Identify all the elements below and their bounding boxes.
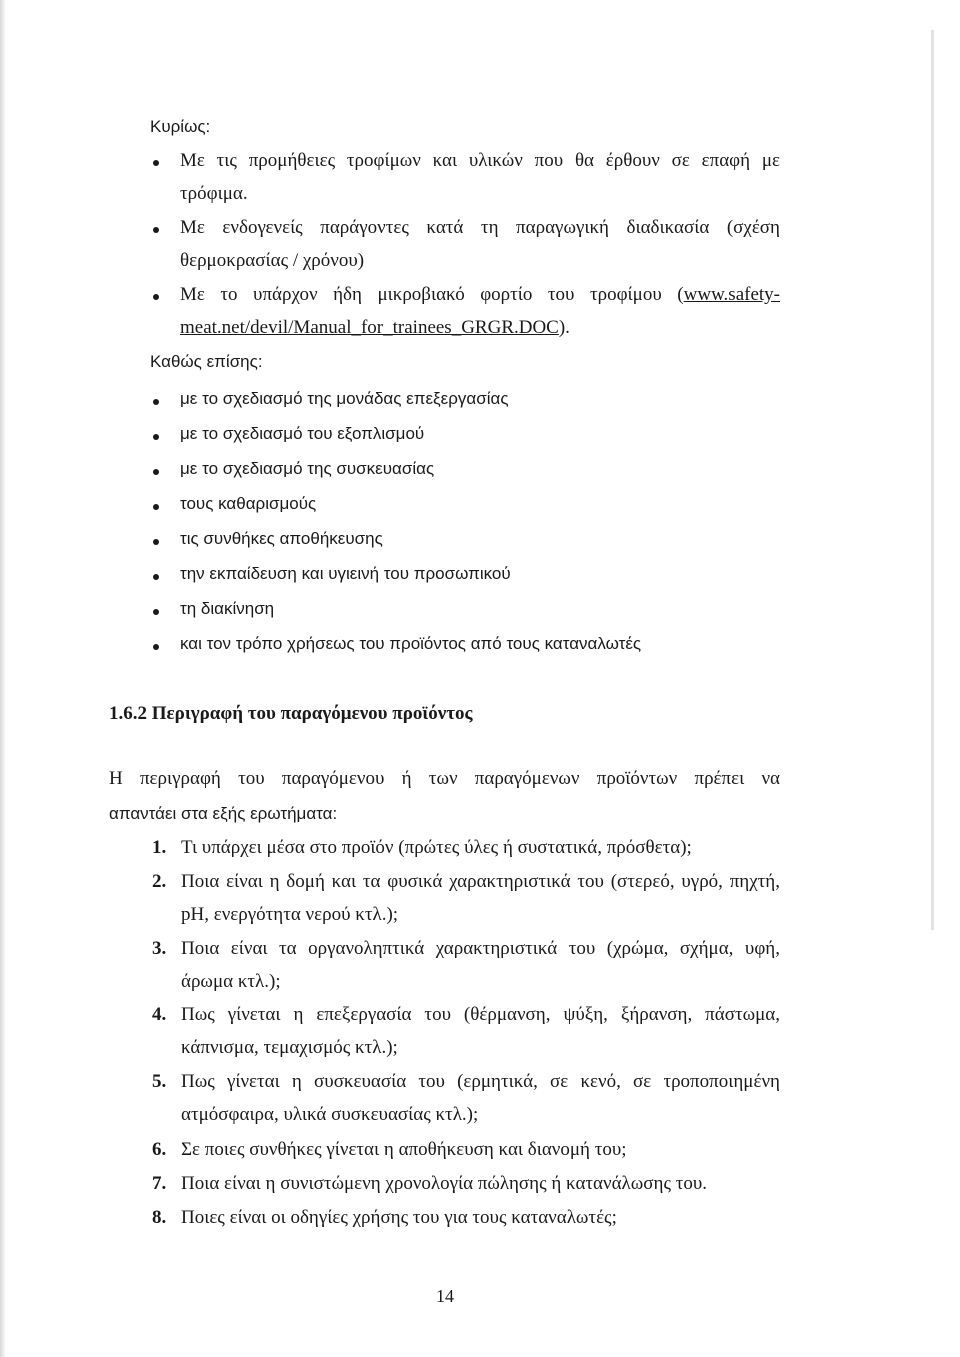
intro-item-1-line2: τρόφιμα. <box>180 183 248 204</box>
also-item: τη διακίνηση <box>180 599 275 618</box>
safety-link-part2[interactable]: meat.net/devil/Manual_for_trainees_GRGR.DOC <box>180 317 559 338</box>
question-text: Σε ποιες συνθήκες γίνεται η αποθήκευση και διανομή του; <box>181 1139 627 1160</box>
bullet-dot <box>153 294 159 300</box>
section-heading: 1.6.2 Περιγραφή του παραγόμενου προϊόντος <box>109 703 473 724</box>
question-number: 7. <box>152 1173 167 1194</box>
bullet-dot <box>153 609 159 615</box>
bullet-dot <box>153 399 159 405</box>
question-text-cont: κάπνισμα, τεμαχισμός κτλ.); <box>181 1037 398 1058</box>
also-item: με το σχεδιασμό του εξοπλισμού <box>180 424 425 443</box>
section-intro-line2: απαντάει στα εξής ερωτήματα: <box>109 804 338 823</box>
question-text: Πως γίνεται η επεξεργασία του (θέρμανση, ψύξη, ξήρανση, πάστωμα, <box>181 1004 780 1025</box>
also-item: την εκπαίδευση και υγιεινή του προσωπικού <box>180 564 511 583</box>
question-number: 5. <box>152 1071 167 1092</box>
intro-item-1-line1: Με τις προμήθειες τροφίμων και υλικών που θα έρθουν σε επαφή με <box>180 150 780 171</box>
safety-link-part1[interactable]: www.safety- <box>683 284 780 305</box>
page-number: 14 <box>436 1286 454 1306</box>
bullet-dot <box>153 574 159 580</box>
question-number: 1. <box>152 837 167 858</box>
question-text-cont: pH, ενεργότητα νερού κτλ.); <box>181 904 399 925</box>
also-item: τις συνθήκες αποθήκευσης <box>180 529 383 548</box>
bullet-dot <box>153 539 159 545</box>
scan-edge <box>0 0 6 1357</box>
also-label: Καθώς επίσης: <box>150 352 263 371</box>
also-item: με το σχεδιασμό της μονάδας επεξεργασίας <box>180 389 509 408</box>
question-number: 2. <box>152 871 167 892</box>
question-text-cont: άρωμα κτλ.); <box>181 971 281 992</box>
bullet-dot <box>153 160 159 166</box>
intro-item-3-line1 <box>180 284 780 306</box>
question-text: Ποια είναι τα οργανοληπτικά χαρακτηριστικά του (χρώμα, σχήμα, υφή, <box>181 938 780 959</box>
question-number: 3. <box>152 938 167 959</box>
question-text: Ποια είναι η δομή και τα φυσικά χαρακτηριστικά του (στερεό, υγρό, πηχτή, <box>181 871 780 892</box>
question-text: Τι υπάρχει μέσα στο προϊόν (πρώτες ύλες ή συστατικά, πρόσθετα); <box>181 837 692 858</box>
intro-item-3-suffix: ). <box>558 317 570 338</box>
question-text: Ποια είναι η συνιστώμενη χρονολογία πώλησης ή κατανάλωσης του. <box>181 1173 708 1194</box>
question-text: Πως γίνεται η συσκευασία του (ερμητικά, σε κενό, σε τροποποιημένη <box>181 1071 780 1092</box>
bullet-dot <box>153 469 159 475</box>
question-text: Ποιες είναι οι οδηγίες χρήσης του για τους καταναλωτές; <box>181 1207 617 1228</box>
question-text-cont: ατμόσφαιρα, υλικά συσκευασίας κτλ.); <box>181 1104 479 1125</box>
also-item: και τον τρόπο χρήσεως του προϊόντος από τους καταναλωτές <box>180 634 642 653</box>
intro-label: Κυρίως: <box>150 117 211 136</box>
also-item: με το σχεδιασμό της συσκευασίας <box>180 459 435 478</box>
question-number: 6. <box>152 1139 167 1160</box>
section-intro-line1: Η περιγραφή του παραγόμενου ή των παραγόμενων προϊόντων πρέπει να <box>109 768 780 789</box>
also-item: τους καθαρισμούς <box>180 494 317 513</box>
intro-item-3-line2 <box>180 317 570 339</box>
bullet-dot <box>153 434 159 440</box>
intro-item-2-line1: Με ενδογενείς παράγοντες κατά τη παραγωγική διαδικασία (σχέση <box>180 217 780 238</box>
bullet-dot <box>153 504 159 510</box>
bullet-dot <box>153 227 159 233</box>
scan-edge <box>931 30 934 930</box>
intro-item-3-text: Με το υπάρχον ήδη μικροβιακό φορτίο του τροφίμου ( <box>180 284 684 305</box>
bullet-dot <box>153 644 159 650</box>
question-number: 4. <box>152 1004 167 1025</box>
intro-item-2-line2: θερμοκρασίας / χρόνου) <box>180 250 365 271</box>
question-number: 8. <box>152 1207 167 1228</box>
